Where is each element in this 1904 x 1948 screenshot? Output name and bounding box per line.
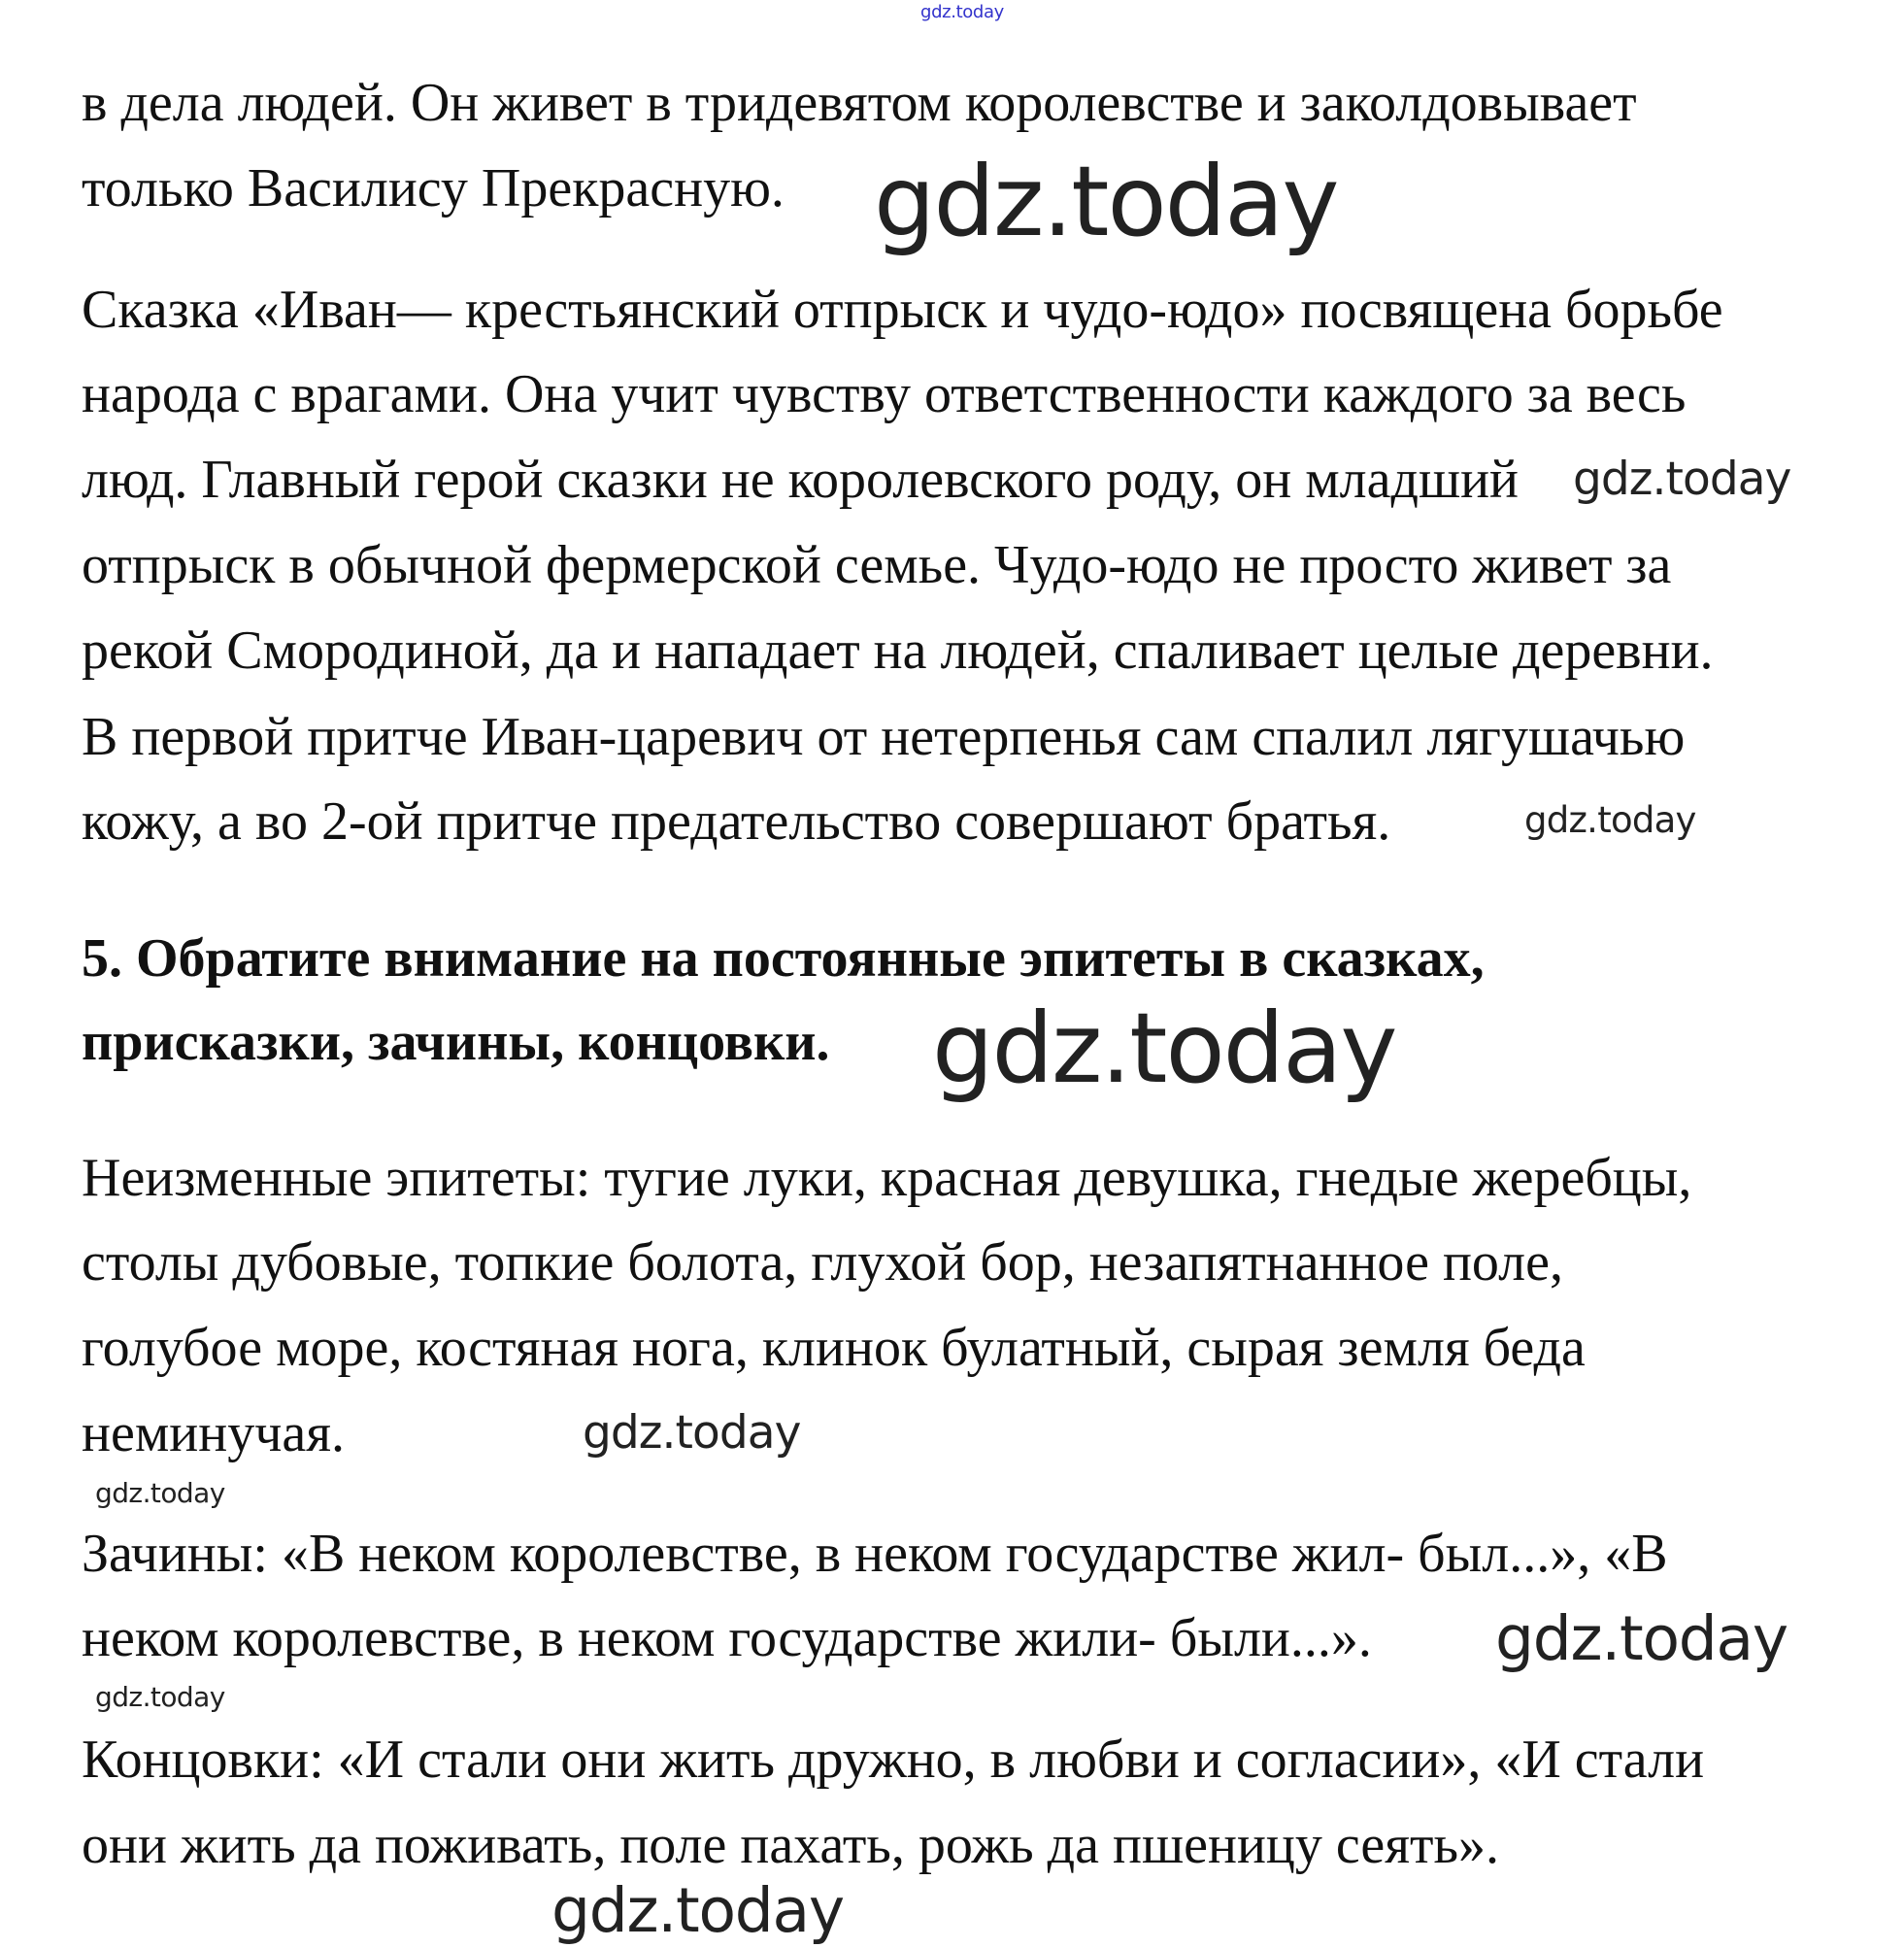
text-line: рекой Смородиной, да и нападает на людей, спаливает целые деревни. bbox=[82, 621, 1714, 681]
text-line: неминучая. bbox=[82, 1403, 345, 1463]
text-line: кожу, а во 2-ой притче предательство совершают братья. bbox=[82, 791, 1391, 852]
text-line: голубое море, костяная нога, клинок булатный, сырая земля беда bbox=[82, 1318, 1586, 1378]
text-line: Сказка «Иван— крестьянский отпрыск и чудо-юдо» посвящена борьбе bbox=[82, 280, 1723, 340]
watermark: gdz.today bbox=[551, 1875, 844, 1946]
text-line: столы дубовые, топкие болота, глухой бор, незапятнанное поле, bbox=[82, 1232, 1563, 1293]
watermark: gdz.today bbox=[95, 1681, 225, 1713]
text-line: в дела людей. Он живет в тридевятом королевстве и заколдовывает bbox=[82, 73, 1637, 133]
heading-line: 5. Обратите внимание на постоянные эпитеты в сказках, bbox=[82, 928, 1485, 989]
text-line: отпрыск в обычной фермерской семье. Чудо-юдо не просто живет за bbox=[82, 535, 1672, 595]
text-line: люд. Главный герой сказки не королевского роду, он младший bbox=[82, 450, 1520, 510]
watermark: gdz.today bbox=[1573, 453, 1791, 506]
text-line: только Василису Прекрасную. bbox=[82, 158, 785, 218]
watermark-top: gdz.today bbox=[920, 2, 1004, 22]
heading-line: присказки, зачины, концовки. bbox=[82, 1012, 830, 1072]
text-line: Концовки: «И стали они жить дружно, в любви и согласии», «И стали bbox=[82, 1730, 1705, 1790]
watermark: gdz.today bbox=[874, 145, 1338, 258]
watermark: gdz.today bbox=[1495, 1603, 1787, 1674]
text-line: В первой притче Иван-царевич от нетерпенья сам спалил лягушачью bbox=[82, 707, 1686, 767]
text-line: народа с врагами. Она учит чувству ответственности каждого за весь bbox=[82, 364, 1687, 424]
text-line: неком королевстве, в неком государстве жили- были...». bbox=[82, 1608, 1372, 1668]
text-line: Зачины: «В неком королевстве, в неком государстве жил- был...», «В bbox=[82, 1524, 1668, 1584]
text-line: Неизменные эпитеты: тугие луки, красная девушка, гнедые жеребцы, bbox=[82, 1148, 1692, 1208]
watermark: gdz.today bbox=[932, 991, 1396, 1105]
watermark: gdz.today bbox=[95, 1477, 225, 1509]
watermark: gdz.today bbox=[1524, 799, 1696, 841]
text-line: они жить да поживать, поле пахать, рожь да пшеницу сеять». bbox=[82, 1815, 1500, 1875]
watermark: gdz.today bbox=[583, 1406, 801, 1460]
